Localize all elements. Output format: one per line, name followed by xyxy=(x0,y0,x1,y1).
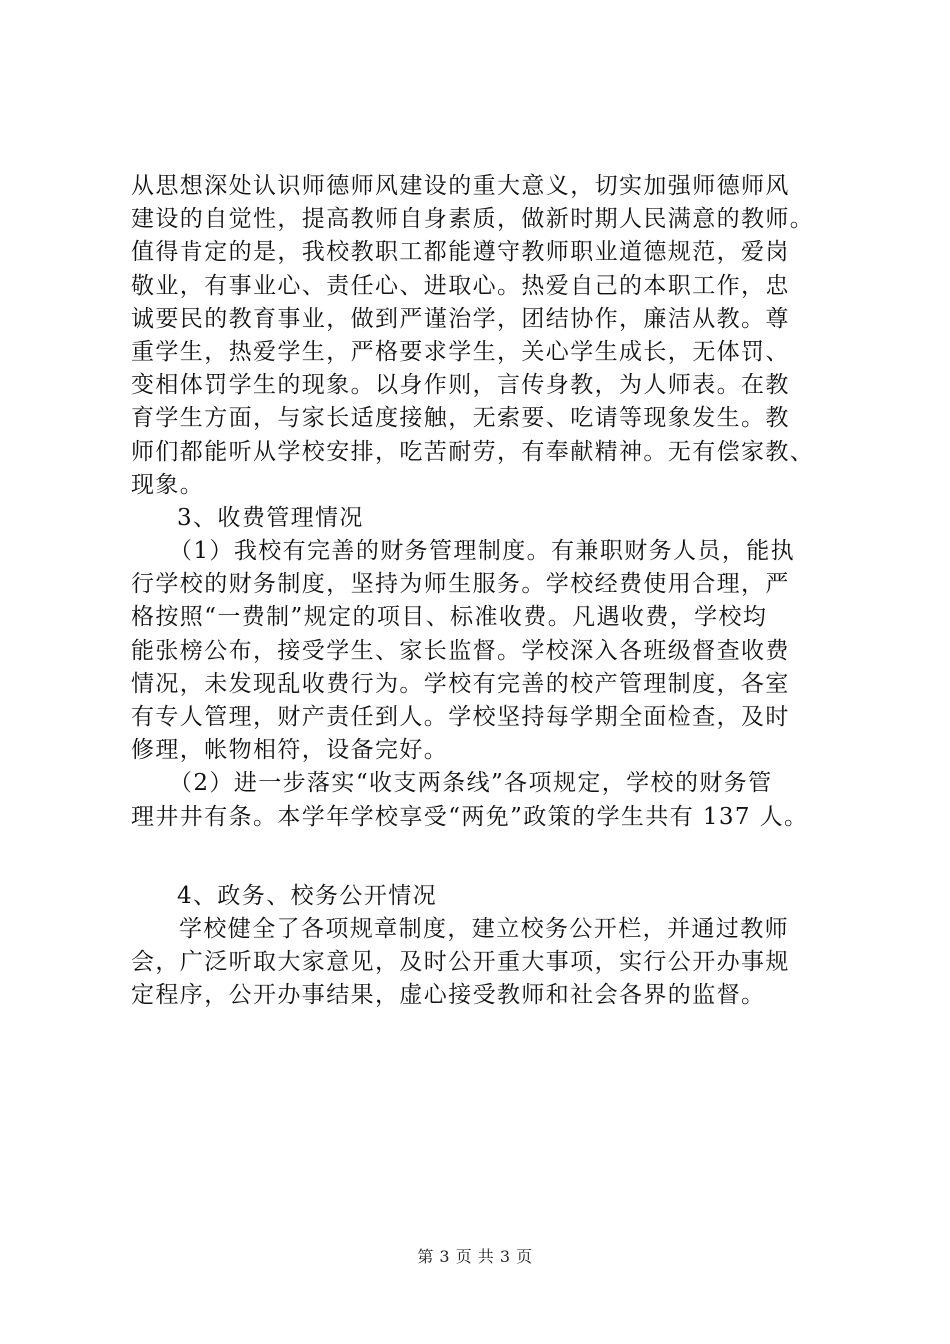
section-heading-4: 4、政务、校务公开情况 xyxy=(177,882,438,909)
text-line: 重学生，热爱学生，严格要求学生，关心学生成长，无体罚、 xyxy=(131,338,790,365)
text-line: 现象。 xyxy=(131,471,205,498)
text-line: 行学校的财务制度，坚持为师生服务。学校经费使用合理，严 xyxy=(131,571,790,598)
text-line: 从思想深处认识师德师风建设的重大意义，切实加强师德师风 xyxy=(131,173,790,199)
text-line: 师们都能听从学校安排，吃苦耐劳，有奉献精神。无有偿家教、 xyxy=(131,438,815,465)
text-line: 理井井有条。本学年学校享受“两免”政策的学生共有 137 人。 xyxy=(131,803,809,830)
page-footer: 第 3 页 共 3 页 xyxy=(417,1247,533,1266)
document-body xyxy=(131,170,831,1013)
text-line: 修理，帐物相符，设备完好。 xyxy=(131,737,449,764)
text-line: 变相体罚学生的现象。以身作则，言传身教，为人师表。在教 xyxy=(131,372,790,399)
para-4-first-line: 学校健全了各项规章制度，建立校务公开栏，并通过教师 xyxy=(179,915,789,942)
text-line: 能张榜公布，接受学生、家长监督。学校深入各班级督查收费 xyxy=(131,637,790,664)
text-line: 定程序，公开办事结果，虚心接受教师和社会各界的监督。 xyxy=(131,982,766,1009)
text-line: 诚要民的教育事业，做到严谨治学，团结协作，廉洁从教。尊 xyxy=(131,305,790,332)
text-line: 情况，未发现乱收费行为。学校有完善的校产管理制度，各室 xyxy=(131,670,790,697)
text-line: 育学生方面，与家长适度接触，无索要、吃请等现象发生。教 xyxy=(131,405,790,432)
section-heading-3: 3、收费管理情况 xyxy=(177,504,364,531)
item-1-first-line: （1）我校有完善的财务管理制度。有兼职财务人员，能执 xyxy=(169,538,796,565)
text-line: 建设的自觉性，提高教师自身素质，做新时期人民满意的教师。 xyxy=(131,206,815,233)
text-line: 格按照“一费制”规定的项目、标准收费。凡遇收费，学校均 xyxy=(131,604,768,631)
text-line: 会，广泛听取大家意见，及时公开重大事项，实行公开办事规 xyxy=(131,949,790,976)
text-line: 有专人管理，财产责任到人。学校坚持每学期全面检查，及时 xyxy=(131,704,790,730)
text-line: 值得肯定的是，我校教职工都能遵守教师职业道德规范，爱岗 xyxy=(131,239,790,266)
text-line: 敬业，有事业心、责任心、进取心。热爱自己的本职工作，忠 xyxy=(131,272,790,299)
paragraph-gap xyxy=(131,834,831,880)
item-2-first-line: （2）进一步落实“收支两条线”各项规定，学校的财务管 xyxy=(169,770,773,797)
